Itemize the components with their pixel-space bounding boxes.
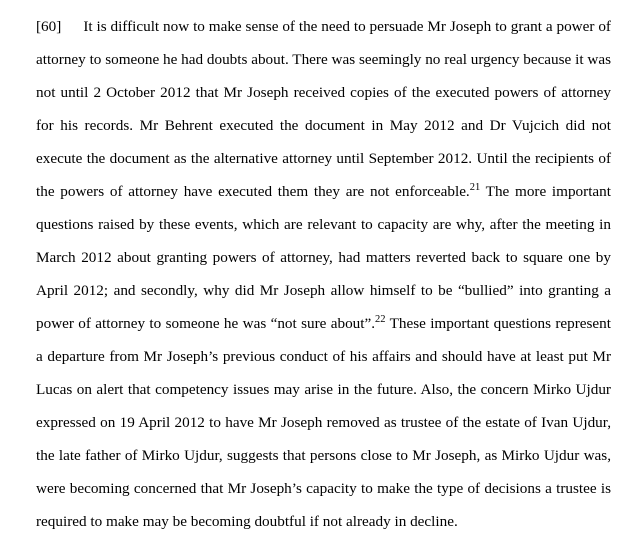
paragraph-text-segment-1: It is difficult now to make sense of the need to persuade Mr Joseph to grant a power of attorney to someone he had doubts about. There was seemingly no real urgency because it was not until 2 October 2012 that Mr Joseph received copies of the executed powers of attorney for his records. Mr Behrent executed the document in May 2012 and Dr Vujcich did not execute the document as the alternative attorney until September 2012. Until the recipients of the powers of attorney have executed them they are not enforceable. xyxy=(36,18,611,200)
paragraph-text-segment-2: The more important questions raised by these events, which are relevant to capacity are why, after the meeting in March 2012 about granting powers of attorney, had matters reverted back to square one by April 2012; and secondly, why did Mr Joseph allow himself to be “bullied” into granting a power of attorney to someone he was “not sure about”. xyxy=(36,183,611,332)
paragraph-text-segment-3: These important questions represent a departure from Mr Joseph’s previous conduct of his affairs and should have at least put Mr Lucas on alert that competency issues may arise in the future. Also, the concern Mirko Ujdur expressed on 19 April 2012 to have Mr Joseph removed as trustee of the estate of Ivan Ujdur, the late father of Mirko Ujdur, suggests that persons close to Mr Joseph, as Mirko Ujdur was, were becoming concerned that Mr Joseph’s capacity to make the type of decisions a trustee is required to make may be becoming doubtful if not already in decline. xyxy=(36,315,611,530)
paragraph-number: [60] xyxy=(36,18,62,35)
footnote-marker-22[interactable]: 22 xyxy=(375,313,386,325)
footnote-marker-21[interactable]: 21 xyxy=(469,181,481,193)
paragraph-60 xyxy=(36,10,611,538)
